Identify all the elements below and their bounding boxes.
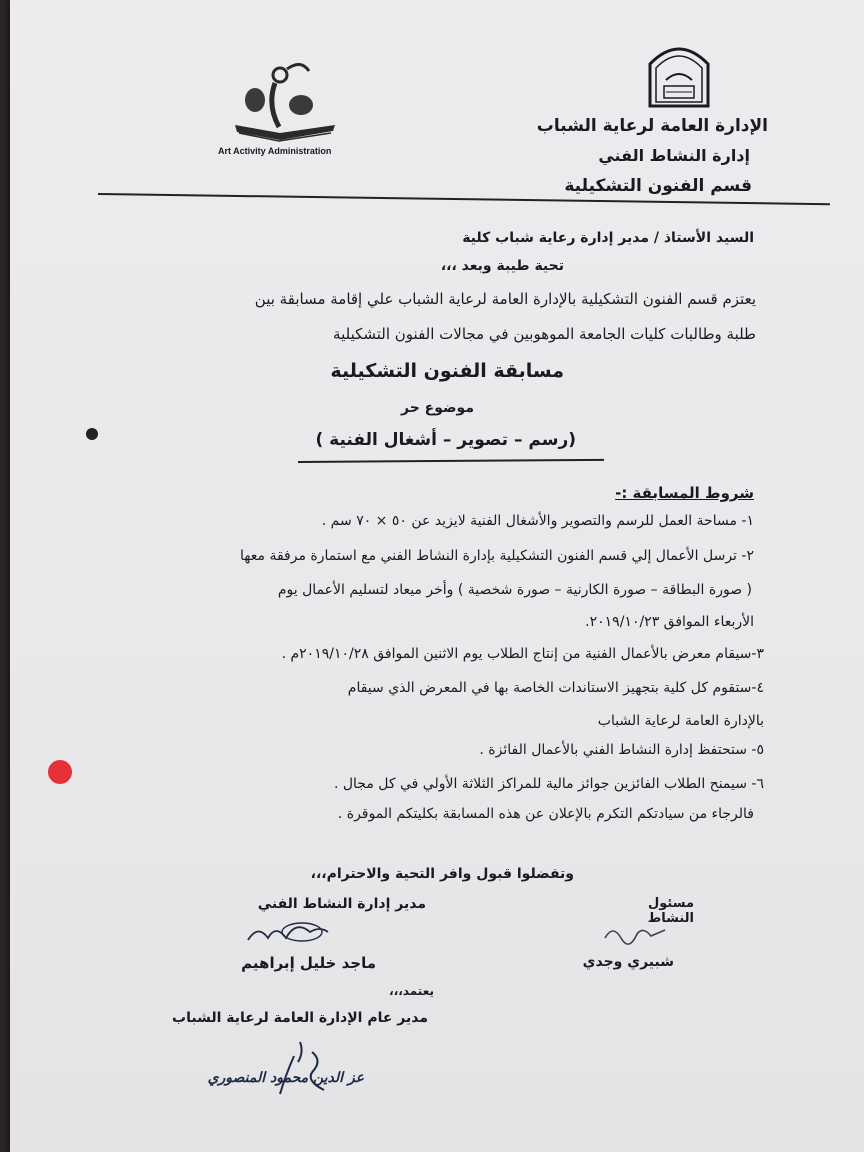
condition-line: ١- مساحة العمل للرسم والتصوير والأشغال الفنية لايزيد عن ٥٠ × ٧٠ سم . — [321, 513, 754, 529]
condition-line: ٤-ستقوم كل كلية بتجهيز الاستاندات الخاصة بها في المعرض الذي سيقام — [347, 680, 764, 696]
art-activity-label: Art Activity Administration — [218, 146, 332, 156]
approval-label: يعتمد،،، — [389, 984, 434, 998]
categories: (رسم – تصوير – أشغال الفنية ) — [315, 430, 576, 450]
left-signature-icon — [242, 916, 338, 950]
right-signature-icon — [600, 918, 670, 948]
intro-line-2: طلبة وطالبات كليات الجامعة الموهوبين في مجالات الفنون التشكيلية — [333, 325, 756, 343]
request-line: فالرجاء من سيادتكم التكرم بالإعلان عن هذه المسابقة بكليتكم الموقرة . — [337, 806, 754, 822]
org-line-3: قسم الفنون التشكيلية — [564, 176, 752, 196]
general-manager-title: مدير عام الإدارة العامة لرعاية الشباب — [172, 1010, 428, 1026]
letter-sheet — [10, 0, 864, 1152]
closing-line: وتفضلوا قبول وافر التحية والاحترام،،، — [310, 866, 574, 882]
intro-line-1: يعتزم قسم الفنون التشكيلية بالإدارة العامة لرعاية الشباب علي إقامة مسابقة بين — [254, 290, 756, 308]
conditions-heading: شروط المسابقة :- — [615, 484, 754, 502]
punch-hole-mark — [86, 428, 98, 440]
condition-line: ٣-سيقام معرض بالأعمال الفنية من إنتاج الطلاب يوم الاثنين الموافق ٢٠١٩/١٠/٢٨م . — [281, 646, 764, 662]
condition-line: بالإدارة العامة لرعاية الشباب — [597, 713, 764, 729]
gm-signature-icon — [260, 1038, 350, 1098]
general-manager-name: عز الدين محمود المنصوري — [207, 1070, 364, 1086]
left-signatory-title: مدير إدارة النشاط الفني — [257, 896, 426, 912]
greeting: تحية طيبة وبعد ،،، — [440, 258, 564, 274]
condition-line: ( صورة البطاقة – صورة الكارنية – صورة شخصية ) وأخر ميعاد لتسليم الأعمال يوم — [277, 582, 752, 598]
left-signatory-name: ماجد خليل إبراهيم — [241, 954, 376, 972]
org-line-2: إدارة النشاط الفني — [598, 146, 750, 165]
university-emblem-icon — [646, 40, 712, 110]
red-dot-mark — [48, 760, 72, 784]
condition-line: ٢- ترسل الأعمال إلي قسم الفنون التشكيلية بإدارة النشاط الفني مع استمارة مرفقة معها — [240, 548, 754, 564]
condition-line: ٥- ستحتفظ إدارة النشاط الفني بالأعمال الفائزة . — [479, 742, 764, 758]
condition-line: ٦- سيمنح الطلاب الفائزين جوائز مالية للمراكز الثلاثة الأولي في كل مجال . — [333, 776, 764, 792]
subject: موضوع حر — [401, 400, 474, 416]
org-line-1: الإدارة العامة لرعاية الشباب — [536, 116, 768, 136]
condition-line: الأربعاء الموافق ٢٠١٩/١٠/٢٣. — [585, 614, 754, 630]
competition-title: مسابقة الفنون التشكيلية — [330, 360, 564, 382]
addressee: السيد الأستاذ / مدير إدارة رعاية شباب كلية — [462, 230, 754, 246]
right-signatory-name: شبيري وجدي — [582, 954, 674, 970]
right-signatory-title: مسئول النشاط — [647, 896, 694, 926]
categories-underline — [298, 459, 604, 463]
